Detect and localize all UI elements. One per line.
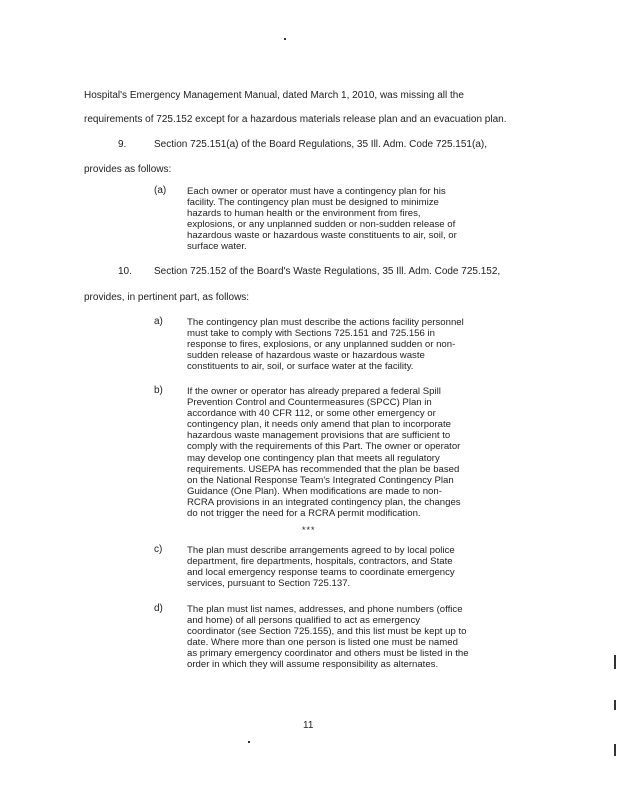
clause-line: contingency plan, it needs only amend that plan to incorporate	[187, 419, 452, 431]
clause-c-text	[187, 545, 455, 589]
intro-line-2: requirements of 725.152 except for a hazardous materials release plan and an evacuation plan.	[84, 114, 507, 125]
clause-line: The plan must describe arrangements agreed to by local police	[187, 545, 455, 556]
quote-line: hazards to human health or the environment from fires,	[187, 208, 421, 220]
clause-line: services, pursuant to Section 725.137.	[187, 578, 351, 590]
quote-line: explosions, or any unplanned sudden or non-sudden release of	[187, 219, 456, 231]
quote-a-text	[187, 186, 457, 253]
clause-line: do not trigger the need for a RCRA permit modification.	[187, 508, 421, 520]
clause-line: on the National Response Team's Integrated Contingency Plan	[187, 474, 454, 486]
clause-line: The contingency plan must describe the actions facility personnel	[187, 317, 464, 328]
scan-speck	[614, 700, 616, 710]
clause-line: date. Where more than one person is listed one must be named	[187, 637, 458, 649]
item-10-text: Section 725.152 of the Board's Waste Regulations, 35 Ill. Adm. Code 725.152,	[154, 266, 501, 277]
item-9-number: 9.	[118, 139, 127, 150]
quote-line: Each owner or operator must have a contingency plan for his	[187, 186, 446, 197]
clause-b-label: b)	[154, 385, 163, 396]
clause-line: order in which they will assume responsibility as alternates.	[187, 659, 439, 671]
quote-line: surface water.	[187, 241, 247, 253]
scan-speck	[614, 655, 616, 669]
quote-line: facility. The contingency plan must be designed to minimize	[187, 197, 439, 209]
clause-line: sudden release of hazardous waste or hazardous waste	[187, 350, 425, 362]
clause-line: accordance with 40 CFR 112, or some other emergency or	[187, 408, 436, 420]
item-10-number: 10.	[118, 266, 132, 277]
clause-line: RCRA provisions in an integrated contingency plan, the changes	[187, 496, 461, 508]
quote-a-label: (a)	[154, 185, 167, 196]
quote-line: hazardous waste or hazardous waste constituents to air, soil, or	[187, 230, 457, 242]
clause-line: hazardous waste management provisions that are sufficient to	[187, 430, 451, 442]
clause-c-label: c)	[154, 544, 163, 555]
clause-a-text	[187, 317, 464, 372]
scan-speck	[284, 38, 286, 40]
clause-d-label: d)	[154, 603, 163, 614]
clause-line: coordinator (see Section 725.155), and this list must be kept up to	[187, 626, 467, 638]
clause-line: Prevention Control and Countermeasures (SPCC) Plan in	[187, 397, 432, 409]
page-number: 11	[303, 720, 314, 731]
clause-line: If the owner or operator has already prepared a federal Spill	[187, 386, 441, 397]
clause-b-text	[187, 386, 461, 519]
clause-line: comply with the requirements of this Part. The owner or operator	[187, 441, 461, 453]
clause-line: constituents to air, soil, or surface water at the facility.	[187, 361, 414, 373]
clause-line: department, fire departments, hospitals, contractors, and State	[187, 556, 453, 568]
intro-line-1: Hospital's Emergency Management Manual, dated March 1, 2010, was missing all the	[84, 90, 464, 101]
clause-line: The plan must list names, addresses, and phone numbers (office	[187, 604, 463, 615]
clause-a-label: a)	[154, 316, 163, 327]
clause-line: as primary emergency coordinator and others must be listed in the	[187, 648, 469, 660]
clause-line: and home) of all persons qualified to act as emergency	[187, 615, 421, 627]
clause-line: must take to comply with Sections 725.151 and 725.156 in	[187, 328, 435, 340]
clause-line: response to fires, explosions, or any unplanned sudden or non-	[187, 339, 456, 351]
clause-line: Guidance (One Plan). When modifications are made to non-	[187, 485, 442, 497]
ellipsis-marker: ***	[302, 525, 316, 535]
clause-line: requirements. USEPA has recommended that the plan be based	[187, 463, 460, 475]
scan-speck	[248, 741, 250, 743]
clause-line: and local emergency response teams to coordinate emergency	[187, 567, 455, 579]
scan-speck	[614, 744, 616, 756]
item-10-continuation: provides, in pertinent part, as follows:	[84, 292, 250, 303]
clause-d-text	[187, 604, 469, 671]
item-9-continuation: provides as follows:	[84, 164, 172, 175]
item-9-text: Section 725.151(a) of the Board Regulations, 35 Ill. Adm. Code 725.151(a),	[154, 139, 487, 150]
clause-line: may develop one contingency plan that meets all regulatory	[187, 452, 440, 464]
